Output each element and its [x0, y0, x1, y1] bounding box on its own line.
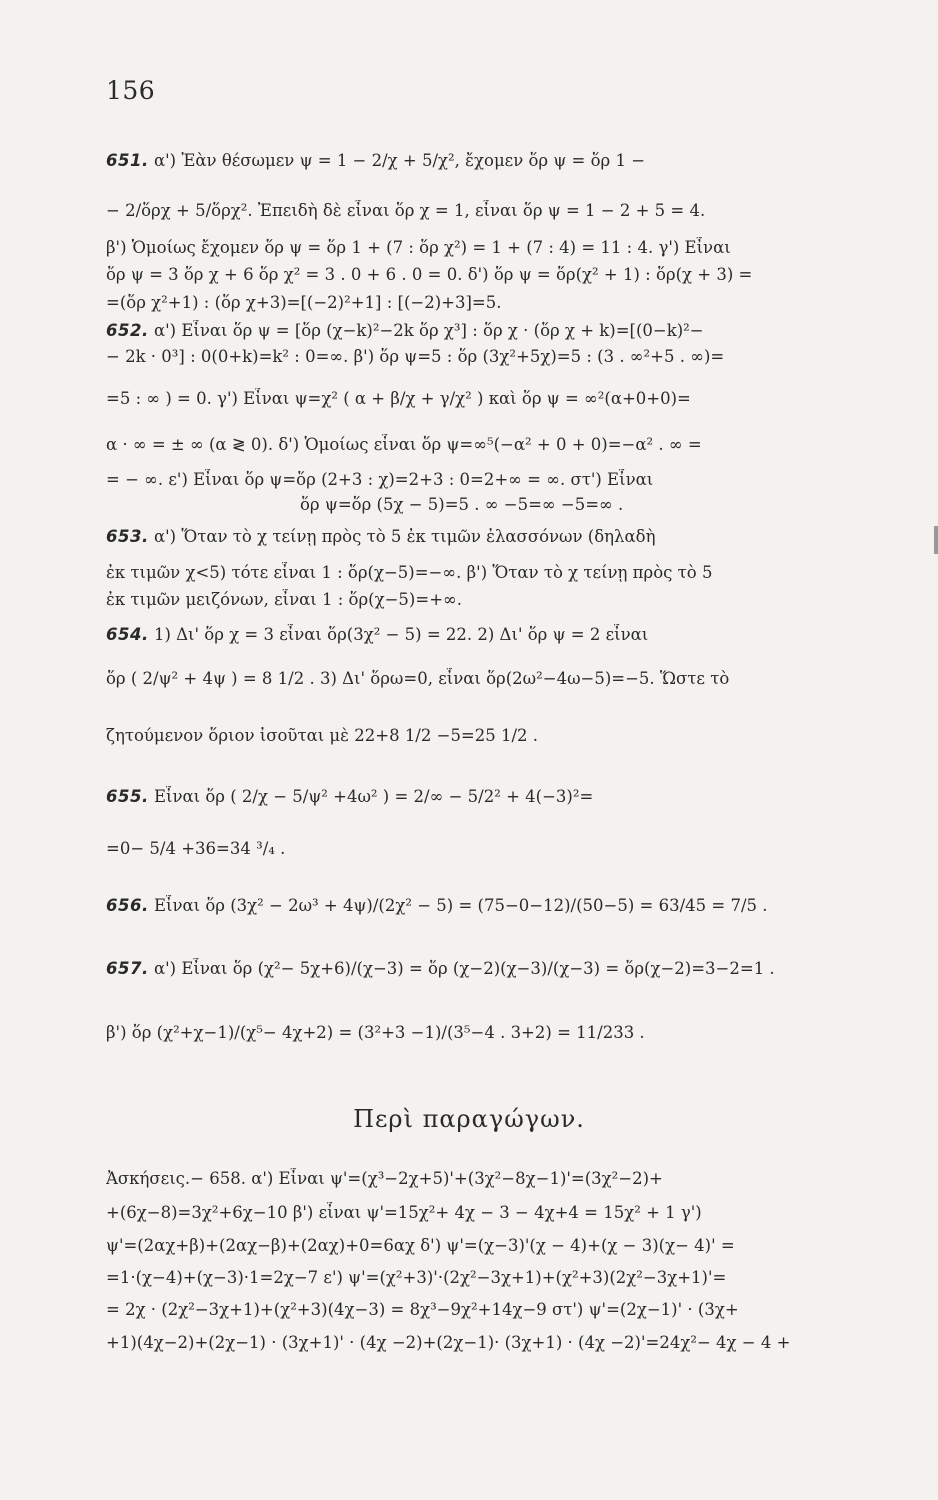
line-text: α') Εἶναι ὅρ ψ = [ὅρ (χ−k)²−2k ὅρ χ³] : ὅρ χ · (ὅρ χ + k)=[(0−k)²−: [148, 321, 704, 340]
text-line: [106, 1168, 896, 1190]
text-line: [106, 1267, 896, 1289]
line-text: Ἀσκήσεις.− 658. α') Εἶναι ψ'=(χ³−2χ+5)'+(3χ²−8χ−1)'=(3χ²−2)+: [106, 1169, 663, 1188]
text-line: [106, 1332, 896, 1354]
line-text: − 2/ὅρχ + 5/ὅρχ². Ἐπειδὴ δὲ εἶναι ὅρ χ = 1, εἶναι ὅρ ψ = 1 − 2 + 5 = 4.: [106, 201, 706, 220]
text-line: [106, 1202, 896, 1224]
text-line: [106, 1022, 896, 1044]
line-text: =(ὅρ χ²+1) : (ὅρ χ+3)=[(−2)²+1] : [(−2)+3]=5.: [106, 293, 502, 312]
line-text: β') Ὁμοίως ἔχομεν ὅρ ψ = ὅρ 1 + (7 : ὅρ χ²) = 1 + (7 : 4) = 11 : 4. γ') Εἶναι: [106, 238, 731, 257]
line-text: 1) Δι' ὅρ χ = 3 εἶναι ὅρ(3χ² − 5) = 22. 2) Δι' ὅρ ψ = 2 εἶναι: [148, 625, 649, 644]
line-text: ὅρ ψ = 3 ὅρ χ + 6 ὅρ χ² = 3 . 0 + 6 . 0 = 0. δ') ὅρ ψ = ὅρ(χ² + 1) : ὅρ(χ + 3) =: [106, 265, 753, 284]
text-line: [106, 668, 896, 690]
exercise-number: 651.: [106, 151, 149, 170]
line-text: = 2χ · (2χ²−3χ+1)+(χ²+3)(4χ−3) = 8χ³−9χ²+14χ−9 στ') ψ'=(2χ−1)' · (3χ+: [106, 1300, 739, 1319]
exercise-number: 656.: [106, 896, 149, 915]
line-text: − 2k · 0³] : 0(0+k)=k² : 0=∞. β') ὅρ ψ=5 : ὅρ (3χ²+5χ)=5 : (3 . ∞²+5 . ∞)=: [106, 347, 725, 366]
line-text: ζητούμενον ὅριον ἰσοῦται μὲ 22+8 1/2 −5=25 1/2 .: [106, 726, 539, 745]
line-text: α') Ὅταν τὸ χ τείνῃ πρὸς τὸ 5 ἐκ τιμῶν ἐλασσόνων (δηλαδὴ: [148, 527, 656, 546]
text-line: [106, 958, 896, 980]
line-text: =1·(χ−4)+(χ−3)·1=2χ−7 ε') ψ'=(χ²+3)'·(2χ²−3χ+1)+(χ²+3)(2χ²−3χ+1)'=: [106, 1268, 727, 1287]
line-text: α') Εἶναι ὅρ (χ²− 5χ+6)/(χ−3) = ὅρ (χ−2)(χ−3)/(χ−3) = ὅρ(χ−2)=3−2=1 .: [148, 959, 775, 978]
line-text: ὅρ ( 2/ψ² + 4ψ ) = 8 1/2 . 3) Δι' ὅρω=0, εἶναι ὅρ(2ω²−4ω−5)=−5. Ὥστε τὸ: [106, 669, 730, 688]
text-line: [106, 1299, 896, 1321]
text-line: [106, 264, 896, 286]
line-text: Εἶναι ὅρ ( 2/χ − 5/ψ² +4ω² ) = 2/∞ − 5/2² + 4(−3)²=: [148, 787, 594, 806]
text-line: [106, 838, 896, 860]
line-text: ὅρ ψ=ὅρ (5χ − 5)=5 . ∞ −5=∞ −5=∞ .: [300, 495, 624, 514]
exercise-number: 654.: [106, 625, 149, 644]
text-line: [106, 434, 896, 456]
section-heading: Περὶ παραγώγων.: [353, 1105, 585, 1133]
text-line: [106, 562, 896, 584]
text-line: [106, 469, 896, 491]
line-text: α · ∞ = ± ∞ (α ≷ 0). δ') Ὁμοίως εἶναι ὅρ ψ=∞⁵(−α² + 0 + 0)=−α² . ∞ =: [106, 435, 702, 454]
text-line: [106, 786, 896, 808]
line-text: Εἶναι ὅρ (3χ² − 2ω³ + 4ψ)/(2χ² − 5) = (75−0−12)/(50−5) = 63/45 = 7/5 .: [148, 896, 768, 915]
text-line: [106, 320, 896, 342]
line-text: +(6χ−8)=3χ²+6χ−10 β') εἶναι ψ'=15χ²+ 4χ − 3 − 4χ+4 = 15χ² + 1 γ'): [106, 1203, 702, 1222]
line-text: =0− 5/4 +36=34 ³/₄ .: [106, 839, 286, 858]
text-line: [106, 388, 896, 410]
line-text: ἐκ τιμῶν χ<5) τότε εἶναι 1 : ὅρ(χ−5)=−∞. β') Ὅταν τὸ χ τείνῃ πρὸς τὸ 5: [106, 563, 713, 582]
exercise-number: 657.: [106, 959, 149, 978]
text-line: [106, 895, 896, 917]
text-line: [106, 292, 896, 314]
text-line: [106, 237, 896, 259]
line-text: ψ'=(2αχ+β)+(2αχ−β)+(2αχ)+0=6αχ δ') ψ'=(χ−3)'(χ − 4)+(χ − 3)(χ− 4)' =: [106, 1236, 735, 1255]
text-line: [106, 589, 896, 611]
line-text: =5 : ∞ ) = 0. γ') Εἶναι ψ=χ² ( α + β/χ + γ/χ² ) καὶ ὅρ ψ = ∞²(α+0+0)=: [106, 389, 691, 408]
scan-edge-mark: [934, 526, 938, 554]
page-number: 156: [106, 76, 156, 105]
text-line: [106, 526, 896, 548]
text-line: [106, 624, 896, 646]
exercise-number: 652.: [106, 321, 149, 340]
line-text: = − ∞. ε') Εἶναι ὅρ ψ=ὅρ (2+3 : χ)=2+3 : 0=2+∞ = ∞. στ') Εἶναι: [106, 470, 654, 489]
text-line: [300, 494, 896, 516]
line-text: +1)(4χ−2)+(2χ−1) · (3χ+1)' · (4χ −2)+(2χ−1)· (3χ+1) · (4χ −2)'=24χ²− 4χ − 4 +: [106, 1333, 791, 1352]
line-text: α') Ἐὰν θέσωμεν ψ = 1 − 2/χ + 5/χ², ἔχομεν ὅρ ψ = ὅρ 1 −: [148, 151, 646, 170]
line-text: ἐκ τιμῶν μειζόνων, εἶναι 1 : ὅρ(χ−5)=+∞.: [106, 590, 463, 609]
text-line: [106, 346, 896, 368]
text-line: [106, 725, 896, 747]
text-line: [106, 150, 896, 172]
exercise-number: 655.: [106, 787, 149, 806]
line-text: β') ὅρ (χ²+χ−1)/(χ⁵− 4χ+2) = (3²+3 −1)/(3⁵−4 . 3+2) = 11/233 .: [106, 1023, 645, 1042]
text-line: [106, 1235, 896, 1257]
exercise-number: 653.: [106, 527, 149, 546]
text-line: [106, 200, 896, 222]
